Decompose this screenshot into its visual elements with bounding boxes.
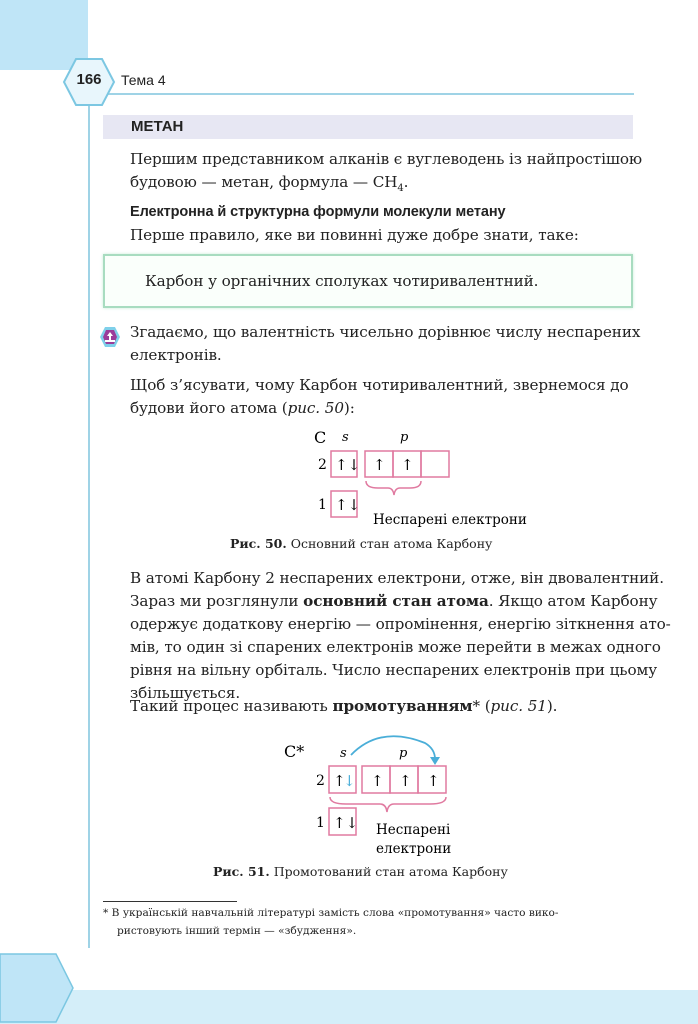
level-1-label: 1: [316, 815, 325, 831]
paragraph-line: Щоб з’ясувати, чому Карбон чотиривалентний, звернемося до: [130, 376, 629, 394]
svg-text:↑↓: ↑↓: [335, 496, 361, 514]
figure-50-caption: Рис. 50. Основний стан атома Карбону: [230, 536, 493, 551]
brace: [330, 797, 446, 812]
paragraph-line: мів, то один зі спарених електронів може перейти в межах одного: [130, 638, 661, 656]
topic-label: Тема 4: [121, 72, 166, 88]
term-ground-state: основний стан атома: [303, 592, 489, 610]
section-title: МЕТАН: [131, 118, 184, 135]
svg-text:↑: ↑: [427, 772, 440, 790]
svg-text:↑↓: ↑↓: [335, 456, 361, 474]
footnote-line: ристовують інший термін — «збудження».: [117, 925, 357, 937]
figure-50-diagram: [300, 425, 540, 535]
figure-51-caption: Рис. 51. Промотований стан атома Карбону: [213, 864, 508, 879]
svg-text:↑: ↑: [371, 772, 384, 790]
level-2-label: 2: [316, 773, 325, 789]
paragraph-line: Такий процес називають промотуванням* (рис. 51).: [130, 697, 558, 715]
promotion-arrow: [351, 736, 435, 759]
s-label: s: [340, 746, 347, 761]
paragraph-line: збільшується.: [130, 684, 241, 702]
brace-label: електрони: [376, 841, 452, 857]
paragraph-line: Перше правило, яке ви повинні дуже добре знати, таке:: [130, 226, 579, 244]
paragraph-line: будовою — метан, формула — $CH_4$.: [130, 173, 409, 195]
level-1-label: 1: [318, 497, 327, 513]
svg-text:↑: ↑: [399, 772, 412, 790]
p-label: p: [400, 430, 409, 445]
brace-label: Неспарені: [376, 822, 451, 838]
recall-icon: [99, 326, 121, 348]
level-2-label: 2: [318, 457, 327, 473]
arrow-head-icon: [430, 757, 440, 765]
brace-label: Неспарені електрони: [373, 512, 527, 528]
svg-text:↑↓: ↑↓: [333, 814, 359, 832]
page-number: 166: [76, 71, 102, 88]
figure-reference: рис. 50: [287, 399, 344, 417]
brace: [366, 481, 421, 495]
footnote-line: * В українській навчальній літературі замість слова «промотування» часто вико-: [103, 907, 559, 919]
paragraph-line: Зараз ми розглянули основний стан атома. Якщо атом Карбону: [130, 592, 658, 610]
header-rule: [108, 93, 634, 95]
s-label: s: [342, 430, 349, 445]
paragraph-line: електронів.: [130, 346, 222, 364]
term-promotion: промотуванням: [332, 697, 473, 715]
paragraph-line: В атомі Карбону 2 неспарених електрони, отже, він двовалентний.: [130, 569, 664, 587]
p-label: p: [399, 746, 408, 761]
paragraph-line: Першим представником алканів є вуглеводень із найпростішою: [130, 150, 643, 168]
paragraph-line: рівня на вільну орбіталь. Число неспарених електронів при цьому: [130, 661, 658, 679]
bottom-band: [0, 990, 698, 1024]
svg-text:↑: ↑: [373, 456, 386, 474]
paragraph-line: Згадаємо, що валентність чисельно дорівнює числу неспарених: [130, 323, 641, 341]
margin-rule: [88, 88, 90, 948]
paragraph-line: будови його атома (рис. 50):: [130, 399, 355, 417]
figure-51-diagram: [280, 735, 540, 865]
atom-symbol: C: [314, 428, 327, 447]
svg-text:↓: ↓: [343, 772, 356, 790]
subheading: Електронна й структурна формули молекули метану: [130, 204, 506, 220]
orbital-cell-2p3: [421, 451, 449, 477]
paragraph-line: одержує додаткову енергію — опромінення, енергію зіткнення ато-: [130, 615, 671, 633]
bottom-hexagon-tab: [0, 952, 76, 1024]
footnote-rule: [103, 901, 237, 902]
svg-text:↑: ↑: [333, 772, 346, 790]
svg-text:↑: ↑: [401, 456, 414, 474]
atom-symbol: C*: [284, 742, 305, 761]
rule-text: Карбон у органічних сполуках чотиривалентний.: [145, 272, 539, 290]
